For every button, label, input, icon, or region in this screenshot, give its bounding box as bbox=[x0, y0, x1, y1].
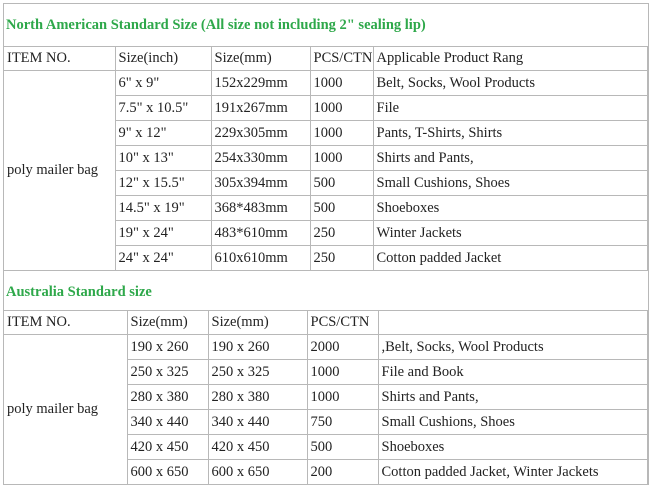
north-american-section-title: North American Standard Size (All size not including 2" sealing lip) bbox=[4, 3, 648, 46]
table-cell: 250 bbox=[310, 221, 373, 246]
table-cell: 1000 bbox=[310, 146, 373, 171]
table-cell: 191x267mm bbox=[211, 96, 310, 121]
table-cell: 9" x 12" bbox=[115, 121, 211, 146]
table-cell: 12" x 15.5" bbox=[115, 171, 211, 196]
table-cell: 340 x 440 bbox=[208, 410, 307, 435]
table-cell: 254x330mm bbox=[211, 146, 310, 171]
australia-section-title: Australia Standard size bbox=[6, 284, 152, 300]
table-cell: Winter Jackets bbox=[373, 221, 648, 246]
item-name-cell: poly mailer bag bbox=[4, 71, 115, 271]
table-cell: 1000 bbox=[307, 360, 378, 385]
table-cell: 1000 bbox=[310, 71, 373, 96]
table-cell: 19" x 24" bbox=[115, 221, 211, 246]
table-cell: Cotton padded Jacket, Winter Jackets bbox=[378, 460, 648, 485]
table-cell: Belt, Socks, Wool Products bbox=[373, 71, 648, 96]
table-cell: File bbox=[373, 96, 648, 121]
size-chart-sheet bbox=[3, 3, 649, 485]
table-cell: Cotton padded Jacket bbox=[373, 246, 648, 271]
header-cell: Size(mm) bbox=[127, 311, 208, 335]
table-cell: Pants, T-Shirts, Shirts bbox=[373, 121, 648, 146]
table-cell: 483*610mm bbox=[211, 221, 310, 246]
header-cell: ITEM NO. bbox=[4, 311, 127, 335]
table-cell: 420 x 450 bbox=[127, 435, 208, 460]
table-cell: 1000 bbox=[307, 385, 378, 410]
table-cell: Small Cushions, Shoes bbox=[378, 410, 648, 435]
table-cell: 500 bbox=[310, 196, 373, 221]
table-cell: Small Cushions, Shoes bbox=[373, 171, 648, 196]
table-cell: 500 bbox=[307, 435, 378, 460]
table-cell: Shirts and Pants, bbox=[373, 146, 648, 171]
item-name-cell: poly mailer bag bbox=[4, 335, 127, 485]
table-cell: File and Book bbox=[378, 360, 648, 385]
header-cell: Size(inch) bbox=[115, 47, 211, 71]
header-cell: PCS/CTN bbox=[307, 311, 378, 335]
table-cell: ,Belt, Socks, Wool Products bbox=[378, 335, 648, 360]
header-cell: Applicable Product Rang bbox=[373, 47, 648, 71]
table-cell: Shoeboxes bbox=[378, 435, 648, 460]
table-cell: Shoeboxes bbox=[373, 196, 648, 221]
australia-size-table bbox=[4, 310, 648, 485]
table-cell: 200 bbox=[307, 460, 378, 485]
na-header-row bbox=[4, 47, 648, 71]
table-cell: 750 bbox=[307, 410, 378, 435]
table-cell: 600 x 650 bbox=[208, 460, 307, 485]
table-cell: 190 x 260 bbox=[208, 335, 307, 360]
table-cell: 610x610mm bbox=[211, 246, 310, 271]
au-header-row bbox=[4, 311, 648, 335]
table-cell: 305x394mm bbox=[211, 171, 310, 196]
table-cell: 250 bbox=[310, 246, 373, 271]
north-american-size-table bbox=[4, 46, 648, 271]
header-cell: ITEM NO. bbox=[4, 47, 115, 71]
table-cell: 1000 bbox=[310, 121, 373, 146]
table-cell: 2000 bbox=[307, 335, 378, 360]
table-cell: 7.5" x 10.5" bbox=[115, 96, 211, 121]
header-cell: Size(mm) bbox=[208, 311, 307, 335]
header-cell: PCS/CTN bbox=[310, 47, 373, 71]
table-cell: 250 x 325 bbox=[127, 360, 208, 385]
table-cell: 229x305mm bbox=[211, 121, 310, 146]
table-cell: 250 x 325 bbox=[208, 360, 307, 385]
table-cell: 500 bbox=[310, 171, 373, 196]
header-cell: Size(mm) bbox=[211, 47, 310, 71]
bottom-border bbox=[3, 484, 649, 485]
table-row bbox=[4, 71, 648, 96]
table-cell: 368*483mm bbox=[211, 196, 310, 221]
table-cell: 600 x 650 bbox=[127, 460, 208, 485]
table-cell: 190 x 260 bbox=[127, 335, 208, 360]
table-cell: 340 x 440 bbox=[127, 410, 208, 435]
table-cell: Shirts and Pants, bbox=[378, 385, 648, 410]
table-cell: 24" x 24" bbox=[115, 246, 211, 271]
table-cell: 152x229mm bbox=[211, 71, 310, 96]
table-cell: 6" x 9" bbox=[115, 71, 211, 96]
table-cell: 420 x 450 bbox=[208, 435, 307, 460]
table-row bbox=[4, 335, 648, 360]
table-cell: 280 x 380 bbox=[127, 385, 208, 410]
table-cell: 1000 bbox=[310, 96, 373, 121]
header-cell bbox=[378, 311, 648, 335]
table-cell: 14.5" x 19" bbox=[115, 196, 211, 221]
table-cell: 10" x 13" bbox=[115, 146, 211, 171]
table-cell: 280 x 380 bbox=[208, 385, 307, 410]
